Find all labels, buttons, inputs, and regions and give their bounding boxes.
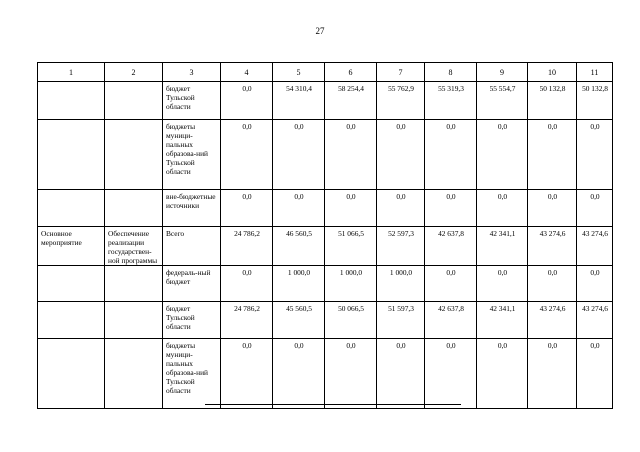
value-cell: 0,0 — [325, 120, 377, 190]
value-cell: 42 341,1 — [477, 227, 528, 266]
value-cell: 43 274,6 — [577, 302, 613, 339]
col-header: 6 — [325, 63, 377, 82]
value-cell: 1 000,0 — [377, 266, 425, 302]
value-cell: 0,0 — [273, 339, 325, 409]
value-cell: 46 560,5 — [273, 227, 325, 266]
value-cell: 0,0 — [425, 190, 477, 227]
value-cell: 0,0 — [273, 190, 325, 227]
program-cell — [105, 120, 163, 190]
col-header: 8 — [425, 63, 477, 82]
col-header: 1 — [38, 63, 105, 82]
source-cell: бюджет Тульской области — [163, 302, 221, 339]
value-cell: 0,0 — [377, 339, 425, 409]
value-cell: 0,0 — [221, 339, 273, 409]
col-header: 9 — [477, 63, 528, 82]
source-cell: Всего — [163, 227, 221, 266]
value-cell: 0,0 — [528, 190, 577, 227]
value-cell: 54 310,4 — [273, 82, 325, 120]
value-cell: 55 319,3 — [425, 82, 477, 120]
value-cell: 51 597,3 — [377, 302, 425, 339]
program-cell — [105, 82, 163, 120]
table-row — [38, 339, 613, 409]
source-cell: вне-бюджетные источники — [163, 190, 221, 227]
value-cell: 24 786,2 — [221, 302, 273, 339]
program-cell — [105, 266, 163, 302]
value-cell: 42 637,8 — [425, 227, 477, 266]
table-row — [38, 190, 613, 227]
value-cell: 55 554,7 — [477, 82, 528, 120]
value-cell: 0,0 — [577, 266, 613, 302]
table-row — [38, 227, 613, 266]
value-cell: 51 066,5 — [325, 227, 377, 266]
table-row — [38, 302, 613, 339]
value-cell: 0,0 — [577, 190, 613, 227]
value-cell: 50 132,8 — [577, 82, 613, 120]
value-cell: 1 000,0 — [273, 266, 325, 302]
source-cell: бюджеты муници-пальных образова-ний Тульской области — [163, 339, 221, 409]
program-name: Обеспечение реализации государствен-ной программы — [105, 227, 163, 266]
value-cell: 0,0 — [325, 190, 377, 227]
value-cell: 42 637,8 — [425, 302, 477, 339]
col-header: 5 — [273, 63, 325, 82]
value-cell: 50 066,5 — [325, 302, 377, 339]
value-cell: 0,0 — [221, 266, 273, 302]
table-row — [38, 266, 613, 302]
program-cell — [105, 302, 163, 339]
value-cell: 0,0 — [477, 266, 528, 302]
value-cell: 0,0 — [273, 120, 325, 190]
value-cell: 0,0 — [477, 339, 528, 409]
event-cell — [38, 266, 105, 302]
page-number: 27 — [315, 26, 325, 36]
value-cell: 0,0 — [221, 120, 273, 190]
col-header: 7 — [377, 63, 425, 82]
value-cell: 0,0 — [377, 190, 425, 227]
value-cell: 0,0 — [377, 120, 425, 190]
program-cell — [105, 190, 163, 227]
value-cell: 43 274,6 — [528, 302, 577, 339]
value-cell: 1 000,0 — [325, 266, 377, 302]
table-row — [38, 120, 613, 190]
event-cell — [38, 339, 105, 409]
event-cell — [38, 82, 105, 120]
table-row — [38, 82, 613, 120]
value-cell: 43 274,6 — [528, 227, 577, 266]
value-cell: 42 341,1 — [477, 302, 528, 339]
value-cell: 0,0 — [577, 120, 613, 190]
value-cell: 0,0 — [528, 120, 577, 190]
col-header: 10 — [528, 63, 577, 82]
col-header: 4 — [221, 63, 273, 82]
source-cell: федераль-ный бюджет — [163, 266, 221, 302]
col-header: 3 — [163, 63, 221, 82]
program-cell — [105, 339, 163, 409]
value-cell: 0,0 — [577, 339, 613, 409]
value-cell: 55 762,9 — [377, 82, 425, 120]
value-cell: 0,0 — [477, 190, 528, 227]
source-cell: бюджеты муници-пальных образова-ний Тульской области — [163, 120, 221, 190]
value-cell: 0,0 — [425, 266, 477, 302]
col-header: 11 — [577, 63, 613, 82]
value-cell: 0,0 — [477, 120, 528, 190]
header-row — [38, 63, 613, 82]
value-cell: 0,0 — [528, 339, 577, 409]
value-cell: 0,0 — [221, 82, 273, 120]
source-cell: бюджет Тульской области — [163, 82, 221, 120]
value-cell: 50 132,8 — [528, 82, 577, 120]
value-cell: 24 786,2 — [221, 227, 273, 266]
value-cell: 0,0 — [528, 266, 577, 302]
value-cell: 0,0 — [221, 190, 273, 227]
value-cell: 58 254,4 — [325, 82, 377, 120]
event-cell — [38, 120, 105, 190]
event-name: Основное мероприятие — [38, 227, 105, 266]
footer-divider — [205, 404, 461, 405]
value-cell: 45 560,5 — [273, 302, 325, 339]
value-cell: 0,0 — [325, 339, 377, 409]
value-cell: 0,0 — [425, 339, 477, 409]
event-cell — [38, 302, 105, 339]
event-cell — [38, 190, 105, 227]
value-cell: 52 597,3 — [377, 227, 425, 266]
col-header: 2 — [105, 63, 163, 82]
value-cell: 43 274,6 — [577, 227, 613, 266]
value-cell: 0,0 — [425, 120, 477, 190]
budget-table — [37, 62, 613, 409]
